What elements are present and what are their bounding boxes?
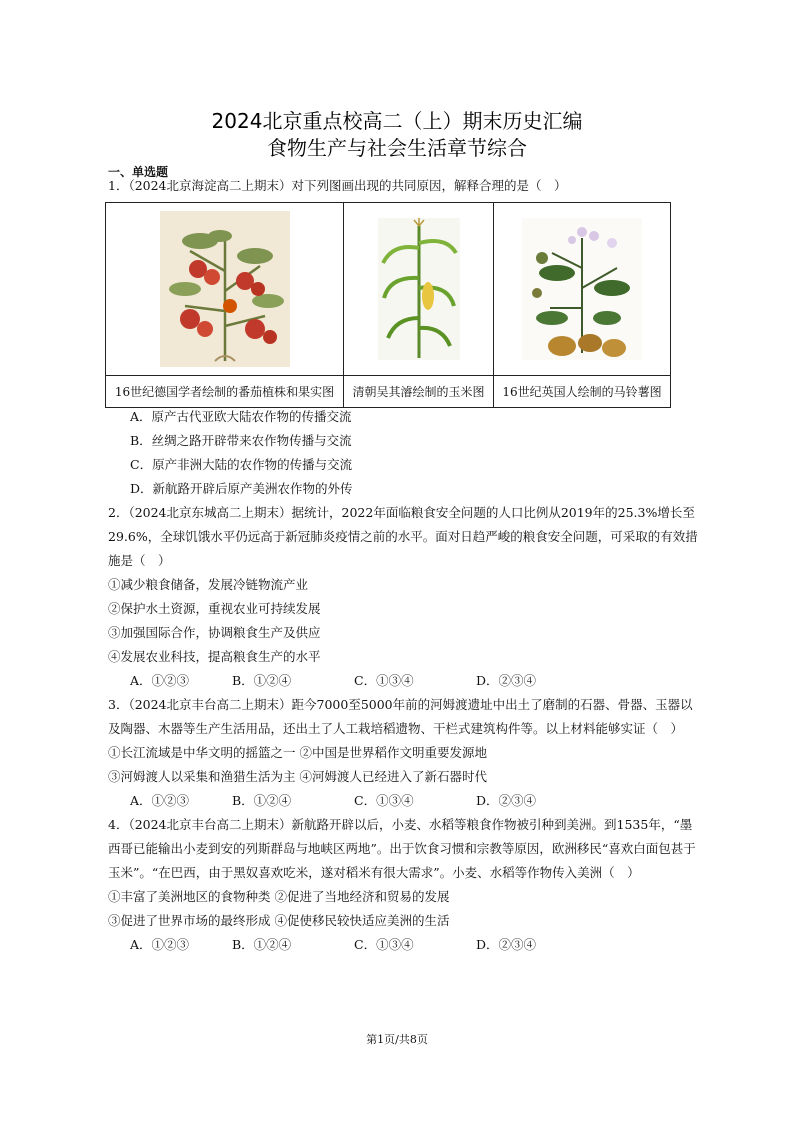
q2-option-d: D．②③④	[476, 673, 537, 688]
q2-options	[130, 673, 690, 689]
potato-plant-illustration	[522, 218, 642, 360]
q4-option-a: A．①②③	[130, 937, 190, 952]
q1-option-c: C．原产非洲大陆的农作物的传播与交流	[130, 457, 353, 472]
q1-option-d: D．新航路开辟后原产美洲农作物的外传	[130, 481, 353, 496]
q4-option-d: D．②③④	[476, 937, 537, 952]
q3-options	[130, 793, 690, 809]
q4-items-line2: ③促进了世界市场的最终形成 ④促使移民较快适应美洲的生活	[108, 913, 450, 928]
q3-items-line2: ③河姆渡人以采集和渔猎生活为主 ④河姆渡人已经进入了新石器时代	[108, 769, 487, 784]
doc-title-line2: 食物生产与社会生活章节综合	[267, 136, 527, 160]
q2-stem-line2: 29.6%，全球饥饿水平仍远高于新冠肺炎疫情之前的水平。面对日趋严峻的粮食安全问题，可采取的有效措	[108, 529, 698, 544]
q2-stem-line3: 施是（ ）	[108, 553, 171, 568]
q1-image-table	[105, 202, 671, 408]
section-heading: 一、单选题	[108, 165, 169, 179]
q4-option-c: C．①③④	[354, 937, 414, 952]
q3-option-b: B．①②④	[232, 793, 292, 808]
q3-option-a: A．①②③	[130, 793, 190, 808]
q2-item-3: ③加强国际合作，协调粮食生产及供应	[108, 625, 321, 640]
doc-title-line1: 2024北京重点校高二（上）期末历史汇编	[211, 109, 583, 133]
q3-option-c: C．①③④	[354, 793, 414, 808]
q4-items-line1: ①丰富了美洲地区的食物种类 ②促进了当地经济和贸易的发展	[108, 889, 450, 904]
q4-options	[130, 937, 690, 953]
potato-illustration-cell	[494, 203, 671, 376]
q4-stem-line2: 西哥已能输出小麦到安的列斯群岛与地峡区两地”。出于饮食习惯和宗教等原因，欧洲移民“喜欢白面包甚于	[108, 841, 696, 856]
q3-stem-line2: 及陶器、木器等生产生活用品，还出土了人工栽培稻遗物、干栏式建筑构件等。以上材料能够实证（ ）	[108, 721, 684, 736]
corn-plant-illustration	[378, 218, 460, 360]
q2-item-4: ④发展农业科技，提高粮食生产的水平	[108, 649, 321, 664]
q2-item-2: ②保护水土资源，重视农业可持续发展	[108, 601, 321, 616]
caption-tomato: 16世纪德国学者绘制的番茄植株和果实图	[106, 376, 344, 408]
q2-stem-line1: 2．（2024北京东城高二上期末）据统计，2022年面临粮食安全问题的人口比例从2019年的25.3%增长至	[108, 505, 695, 520]
q3-stem-line1: 3．（2024北京丰台高二上期末）距今7000至5000年前的河姆渡遗址中出土了磨制的石器、骨器、玉器以	[108, 697, 693, 712]
q2-item-1: ①减少粮食储备，发展冷链物流产业	[108, 577, 309, 592]
q3-option-d: D．②③④	[476, 793, 537, 808]
q4-stem-line1: 4．（2024北京丰台高二上期末）新航路开辟以后，小麦、水稻等粮食作物被引种到美洲。到1535年，“墨	[108, 817, 693, 832]
q1-stem: 1．（2024北京海淀高二上期末）对下列图画出现的共同原因，解释合理的是（ ）	[108, 178, 567, 193]
q2-option-c: C．①③④	[354, 673, 414, 688]
corn-illustration-cell	[344, 203, 494, 376]
q2-option-b: B．①②④	[232, 673, 292, 688]
q4-option-b: B．①②④	[232, 937, 292, 952]
caption-corn: 清朝吴其濬绘制的玉米图	[344, 376, 494, 408]
q1-option-b: B．丝绸之路开辟带来农作物传播与交流	[130, 433, 352, 448]
q4-stem-line3: 玉米”。“在巴西，由于黑奴喜欢吃米，遂对稻米有很大需求”。小麦、水稻等作物传入美洲（ ）	[108, 865, 640, 880]
tomato-illustration-cell	[106, 203, 344, 376]
caption-potato: 16世纪英国人绘制的马铃薯图	[494, 376, 671, 408]
q3-items-line1: ①长江流域是中华文明的摇篮之一 ②中国是世界稻作文明重要发源地	[108, 745, 487, 760]
q2-option-a: A．①②③	[130, 673, 190, 688]
page-footer: 第1页/共8页	[366, 1033, 428, 1046]
q1-option-a: A．原产古代亚欧大陆农作物的传播交流	[130, 409, 352, 424]
tomato-plant-illustration	[160, 211, 290, 367]
